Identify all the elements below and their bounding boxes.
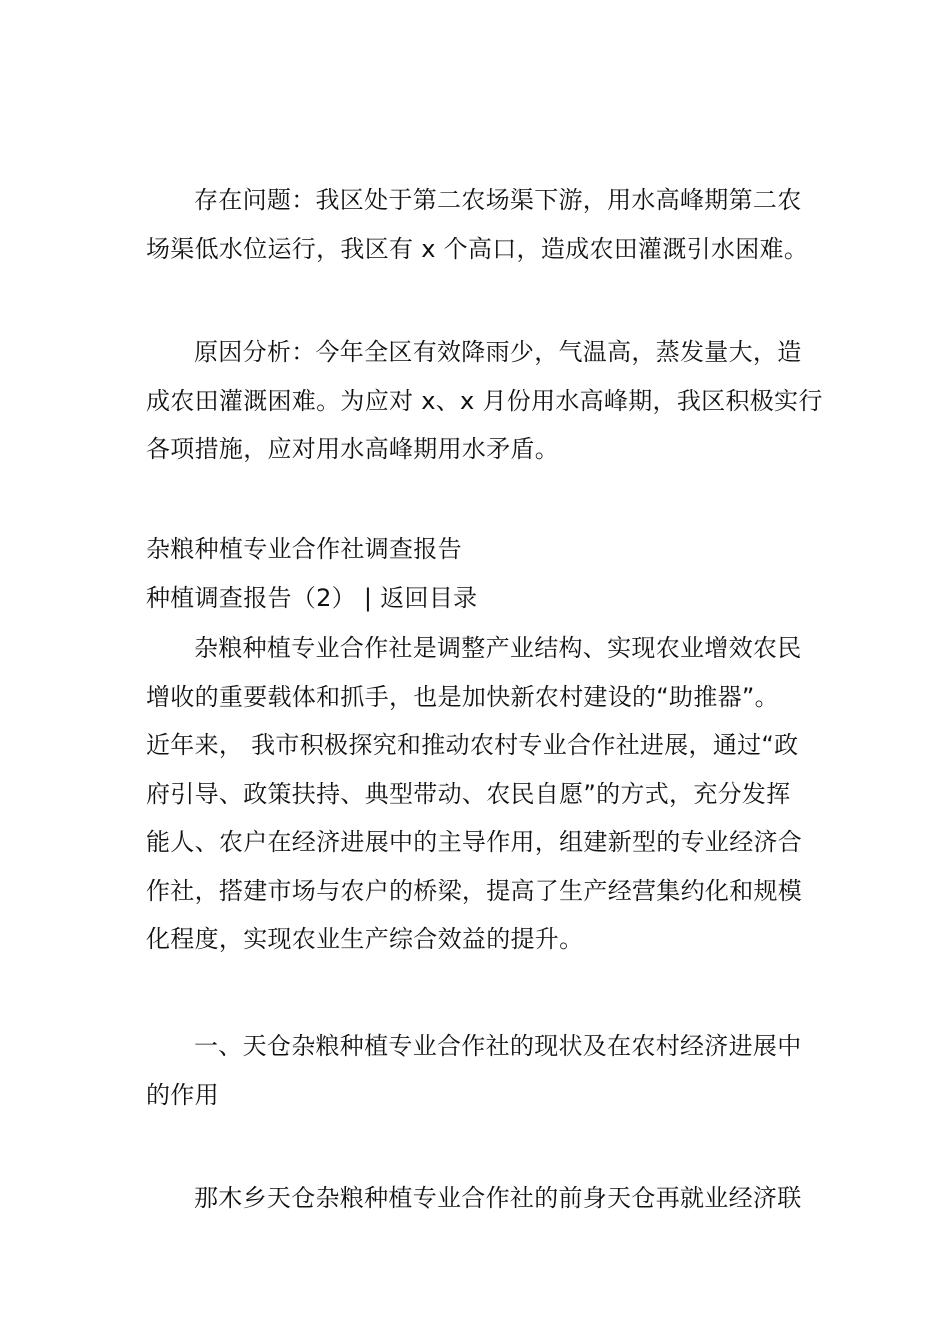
paragraph-line: 化程度，实现农业生产综合效益的提升。 <box>146 925 584 953</box>
paragraph-line: 能人、农户在经济进展中的主导作用，组建新型的专业经济合 <box>146 828 803 856</box>
nav-prefix: 种植调查报告（2） <box>146 584 364 612</box>
paragraph-cause-analysis <box>146 328 823 474</box>
back-to-contents-link[interactable]: 返回目录 <box>380 584 478 612</box>
paragraph-line: 各项措施，应对用水高峰期用水矛盾。 <box>146 435 560 463</box>
paragraph-line: 那木乡天仓杂粮种植专业合作社的前身天仓再就业经济联 <box>194 1184 802 1212</box>
article-title: 杂粮种植专业合作社调查报告 <box>146 535 462 563</box>
nav-line <box>146 574 477 622</box>
paragraph-line: 近年来， 我市积极探究和推动农村专业合作社进展，通过“政 <box>146 731 799 759</box>
paragraph-line: 存在问题：我区处于第二农场渠下游，用水高峰期第二农 <box>194 186 802 214</box>
paragraph-intro <box>146 624 806 964</box>
nav-separator: | <box>363 584 373 612</box>
paragraph-line: 场渠低水位运行，我区有 x 个高口，造成农田灌溉引水困难。 <box>146 234 809 263</box>
section-heading <box>146 1022 806 1119</box>
paragraph-problem <box>146 176 809 273</box>
paragraph-line: 作社，搭建市场与农户的桥梁，提高了生产经营集约化和规模 <box>146 876 803 905</box>
heading-line: 一、天仓杂粮种植专业合作社的现状及在农村经济进展中 <box>194 1032 802 1060</box>
paragraph-line: 原因分析：今年全区有效降雨少，气温高，蒸发量大，造 <box>194 338 802 366</box>
heading-line: 的作用 <box>146 1080 219 1109</box>
paragraph-line: 增收的重要载体和抓手，也是加快新农村建设的“助推器”。 <box>146 682 779 711</box>
paragraph-line: 成农田灌溉困难。为应对 x、x 月份用水高峰期，我区积极实行 <box>146 386 823 415</box>
paragraph-line: 杂粮种植专业合作社是调整产业结构、实现农业增效农民 <box>194 634 802 662</box>
paragraph-history <box>146 1174 806 1223</box>
paragraph-line: 府引导、政策扶持、典型带动、农民自愿”的方式，充分发挥 <box>146 779 791 808</box>
